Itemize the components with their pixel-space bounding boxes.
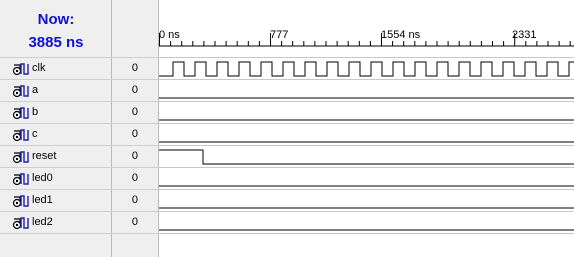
signal-value: 0 bbox=[131, 150, 138, 162]
row-divider bbox=[0, 233, 159, 234]
reset-waveform bbox=[159, 150, 574, 164]
signal-name: c bbox=[32, 128, 38, 140]
signal-row-led1[interactable] bbox=[0, 190, 159, 212]
signal-row-reset[interactable] bbox=[0, 146, 159, 168]
signal-name: b bbox=[32, 106, 39, 118]
bus-signal-icon bbox=[12, 172, 30, 186]
signal-value: 0 bbox=[131, 216, 138, 228]
tick-label: 2331 bbox=[512, 29, 537, 41]
bus-signal-icon bbox=[12, 128, 30, 142]
signal-name: reset bbox=[32, 150, 57, 162]
signal-value: 0 bbox=[131, 172, 138, 184]
tick-label: 777 bbox=[270, 29, 289, 41]
tick-label: 0 ns bbox=[159, 29, 180, 41]
signal-row-c[interactable] bbox=[0, 124, 159, 146]
bus-signal-icon bbox=[12, 84, 30, 98]
signal-value: 0 bbox=[131, 128, 138, 140]
signal-row-led2[interactable] bbox=[0, 212, 159, 234]
now-label: Now: bbox=[37, 11, 75, 28]
signal-value: 0 bbox=[131, 106, 138, 118]
tick-label: 1554 ns bbox=[381, 29, 421, 41]
bus-signal-icon bbox=[12, 150, 30, 164]
bus-signal-icon bbox=[12, 216, 30, 230]
signal-name: led0 bbox=[32, 172, 53, 184]
signal-row-clk[interactable] bbox=[0, 58, 159, 80]
bus-signal-icon bbox=[12, 62, 30, 76]
signal-row-b[interactable] bbox=[0, 102, 159, 124]
signal-value: 0 bbox=[131, 62, 138, 74]
signal-value: 0 bbox=[131, 194, 138, 206]
signal-name: a bbox=[32, 84, 39, 96]
now-time-value: 3885 ns bbox=[28, 34, 84, 51]
clk-waveform bbox=[159, 62, 574, 76]
signal-name: clk bbox=[32, 62, 46, 74]
signal-name: led2 bbox=[32, 216, 53, 228]
bus-signal-icon bbox=[12, 194, 30, 208]
signal-row-a[interactable] bbox=[0, 80, 159, 102]
signal-row-led0[interactable] bbox=[0, 168, 159, 190]
signal-value: 0 bbox=[131, 84, 138, 96]
bus-signal-icon bbox=[12, 106, 30, 120]
signal-name: led1 bbox=[32, 194, 53, 206]
waveform-traces bbox=[159, 0, 574, 257]
waveform-canvas[interactable] bbox=[159, 0, 574, 257]
